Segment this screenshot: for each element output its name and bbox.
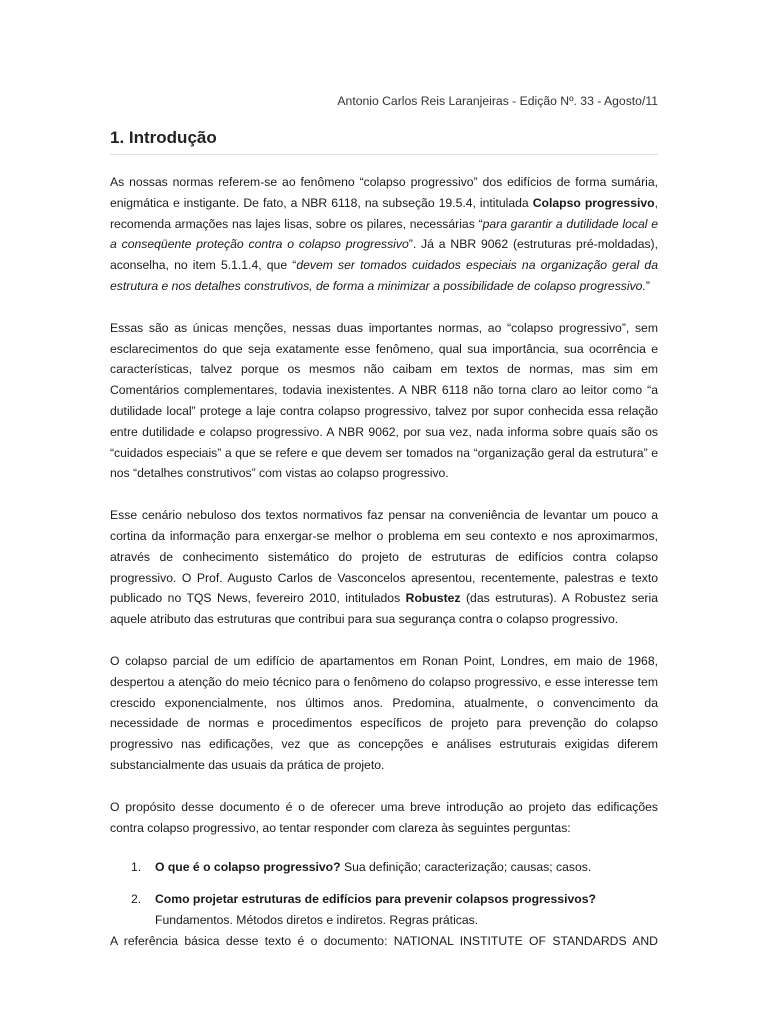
paragraph-text: ”. Já a NBR 9062 (estruturas pré-moldadas), aconselha, no item 5.1.1.4, que “: [110, 237, 659, 273]
paragraph-purpose: O propósito desse documento é o de oferecer uma breve introdução ao projeto das edificações contra colapso progressivo, ao tentar responder com clareza às seguintes perguntas:: [110, 799, 658, 835]
question-bold: Como projetar estruturas de edifícios para prevenir colapsos progressivos?: [155, 892, 596, 907]
italic-quote: devem ser tomados cuidados especiais na organização geral da estrutura e nos detalhes construtivos, de forma a minimizar a possibilidade de colapso progressivo.: [110, 258, 658, 293]
document-body: [110, 172, 658, 952]
paragraph-robustez: [110, 505, 658, 630]
paragraph-norms: Essas são as únicas menções, nessas duas importantes normas, ao “colapso progressivo”, sem esclarecimentos do que seja exatamente esse fenômeno, qual sua importância, sua ocorrência e características, talvez porque os mesmos não caibam em textos de normas, mas sim em Comentários complementares, todavia inexistentes. A NBR 6118 não torna claro ao leitor como “a dutilidade local” protege a laje contra colapso progressivo, talvez por supor conhecida essa relação entre dutilidade e colapso progressivo. A NBR 9062, por sua vez, nada informa sobre quais são os “cuidados especiais” a que se refere e que devem ser tomados na “organização geral da estrutura” e nos “detalhes construtivos” com vistas ao colapso progressivo.: [110, 320, 658, 481]
paragraph-text: (das estruturas). A Robustez seria aquele atributo das estruturas que contribui para sua segurança contra o colapso progressivo.: [110, 591, 658, 627]
paragraph-reference: A referência básica desse texto é o documento: NATIONAL INSTITUTE OF STANDARDS AND: [110, 933, 658, 948]
running-header: Antonio Carlos Reis Laranjeiras - Edição Nº. 33 - Agosto/11: [337, 94, 658, 108]
bold-term: Colapso progressivo: [532, 195, 655, 210]
paragraph-text: As nossas normas referem-se ao fenômeno “colapso progressivo” dos edifícios de forma sumária, enigmática e instigante. De fato, a NBR 6118, na subseção 19.5.4, intitulada: [110, 175, 658, 210]
section-title: 1. Introdução: [110, 128, 658, 155]
paragraph-text: , recomenda armações nas lajes lisas, sobre os pilares, necessárias “: [110, 195, 658, 231]
list-number: 2.: [131, 892, 142, 907]
italic-quote: para garantir a dutilidade local e a conseqüente proteção contra o colapso progressivo: [110, 216, 658, 252]
questions-list: [110, 857, 658, 930]
paragraph-ronan-point: O colapso parcial de um edifício de apartamentos em Ronan Point, Londres, em maio de 1968, despertou a atenção do meio técnico para o fenômeno do colapso progressivo, e esse interesse tem crescido exponencialmente, nos últimos anos. Predomina, atualmente, o convencimento da necessidade de normas e procedimentos específicos de projeto para prevenção do colapso progressivo nas edificações, vez que as concepções e análises estruturais exigidas diferem substancialmente das usuais da prática de projeto.: [110, 653, 658, 772]
list-number: 1.: [131, 860, 142, 875]
paragraph-text: ”: [645, 278, 650, 293]
question-rest: Sua definição; caracterização; causas; casos.: [340, 860, 592, 875]
list-item: [131, 857, 658, 878]
list-item: [131, 889, 658, 931]
question-rest: Fundamentos. Métodos diretos e indiretos. Regras práticas.: [155, 912, 479, 927]
question-bold: O que é o colapso progressivo?: [155, 860, 341, 875]
paragraph-text: Esse cenário nebuloso dos textos normativos faz pensar na conveniência de levantar um pouco a cortina da informação para enxergar-se melhor o problema em seu contexto e nos aproximarmos, através de conhecimento sistemático do projeto de estruturas de edifícios contra colapso progressivo. O Prof. Augusto Carlos de Vasconcelos apresentou, recentemente, palestras e texto publicado no TQS News, fevereiro 2010, intitulados: [110, 508, 658, 606]
bold-term: Robustez: [405, 591, 461, 606]
paragraph-intro: [110, 172, 658, 297]
